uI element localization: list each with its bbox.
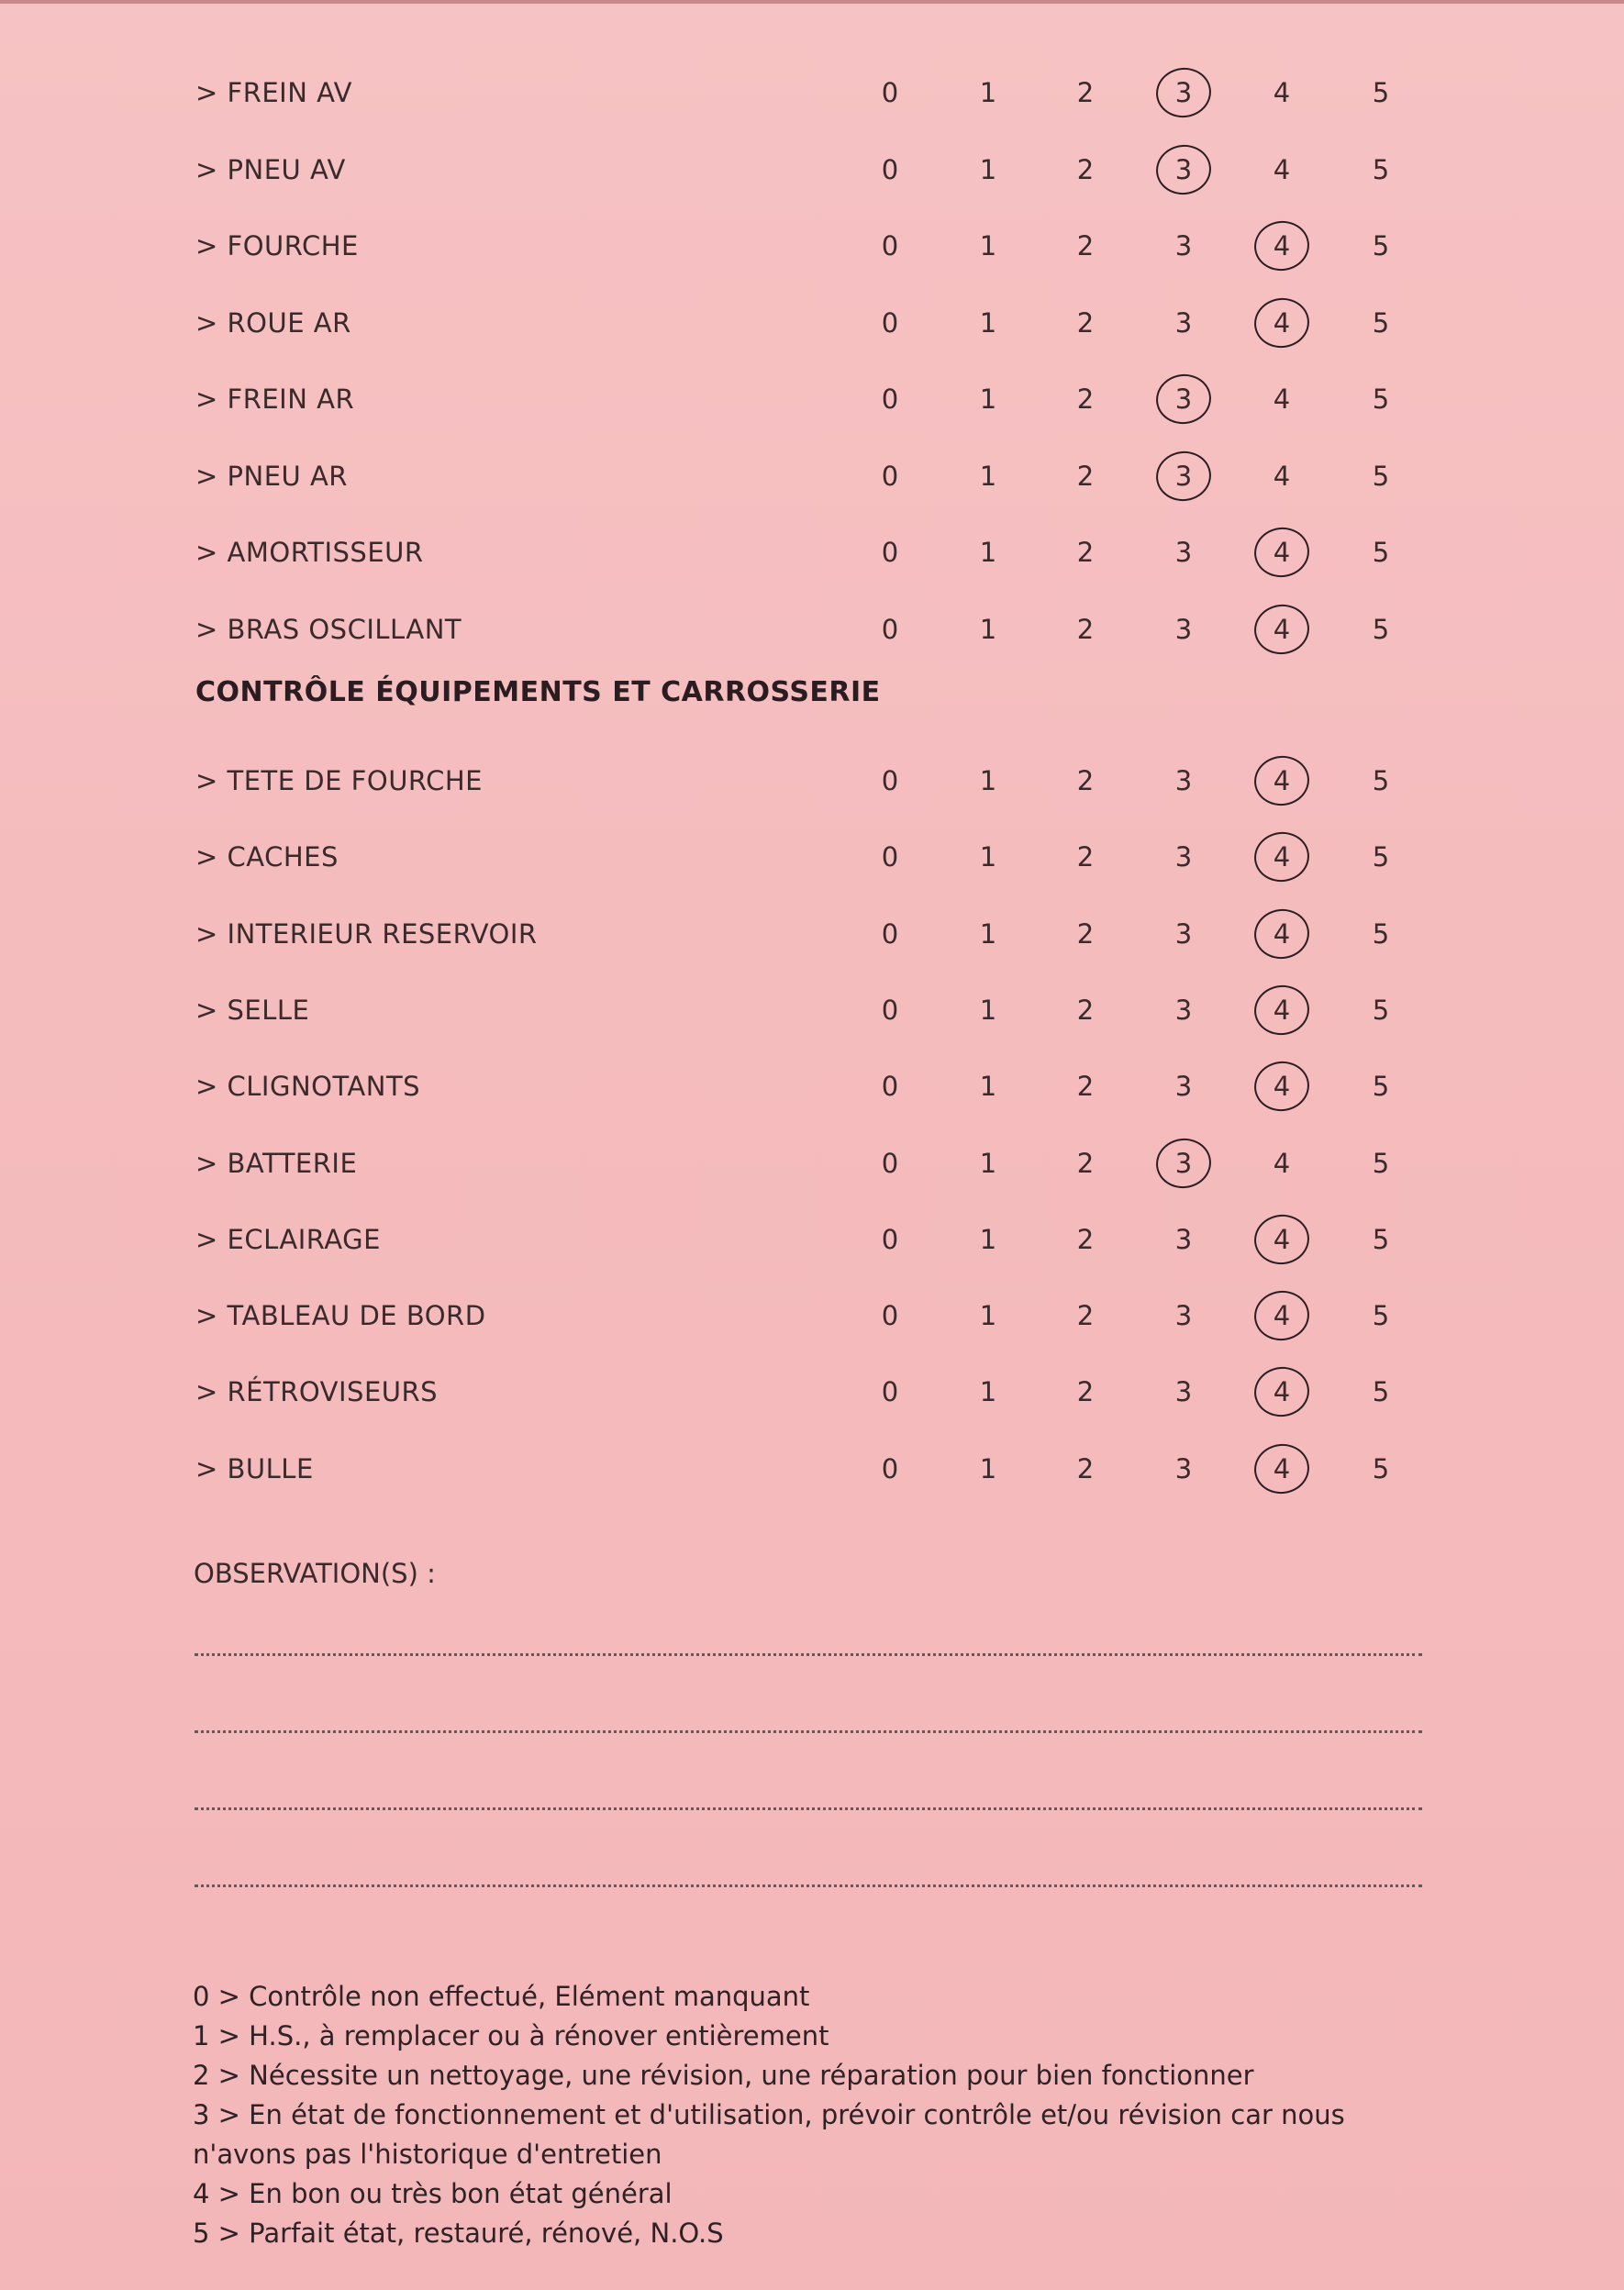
score-option-3[interactable]: 3: [1174, 306, 1193, 339]
score-option-1[interactable]: 1: [979, 613, 997, 645]
score-option-0[interactable]: 0: [881, 1376, 899, 1408]
legend-line: n'avons pas l'historique d'entretien: [193, 2139, 662, 2170]
score-option-3[interactable]: 3: [1174, 230, 1193, 261]
check-row: [0, 1060, 1624, 1115]
score-option-4[interactable]: 4: [1263, 841, 1300, 873]
score-option-3[interactable]: 3: [1174, 765, 1193, 796]
score-option-4[interactable]: 4: [1263, 1453, 1300, 1484]
score-option-5[interactable]: 5: [1372, 765, 1390, 796]
score-option-2[interactable]: 2: [1076, 1300, 1095, 1332]
score-option-5[interactable]: 5: [1372, 1223, 1390, 1255]
score-option-3[interactable]: 3: [1174, 613, 1193, 645]
score-option-1[interactable]: 1: [979, 230, 997, 261]
score-option-4[interactable]: 4: [1273, 153, 1291, 185]
score-option-5[interactable]: 5: [1372, 384, 1390, 415]
score-option-3[interactable]: 3: [1174, 841, 1193, 873]
score-option-1[interactable]: 1: [979, 994, 997, 1026]
check-row: [0, 1365, 1624, 1420]
check-row: [0, 1213, 1624, 1268]
score-option-2[interactable]: 2: [1076, 230, 1095, 261]
score-option-1[interactable]: 1: [979, 1452, 997, 1484]
score-option-2[interactable]: 2: [1076, 1147, 1095, 1179]
legend-line: 4 > En bon ou très bon état général: [193, 2178, 673, 2209]
check-row: [0, 1442, 1624, 1497]
check-row: [0, 907, 1624, 962]
check-item-label: > CACHES: [195, 841, 339, 873]
check-item-label: > PNEU AV: [195, 153, 346, 185]
score-option-1[interactable]: 1: [979, 1147, 997, 1179]
score-option-0[interactable]: 0: [881, 917, 899, 950]
rating-legend: [193, 1977, 1440, 2253]
score-option-3[interactable]: 3: [1165, 1148, 1202, 1179]
check-row: [0, 450, 1624, 505]
score-option-0[interactable]: 0: [881, 765, 899, 796]
score-option-2[interactable]: 2: [1076, 77, 1095, 108]
score-option-0[interactable]: 0: [881, 153, 899, 185]
check-item-label: > FREIN AV: [195, 77, 352, 108]
page-top-edge: [0, 0, 1624, 4]
score-option-1[interactable]: 1: [979, 765, 997, 796]
score-option-4[interactable]: 4: [1263, 1224, 1300, 1255]
score-option-1[interactable]: 1: [979, 153, 997, 185]
check-row: [0, 219, 1624, 274]
check-row: [0, 754, 1624, 809]
score-option-2[interactable]: 2: [1076, 306, 1095, 339]
score-option-2[interactable]: 2: [1076, 917, 1095, 950]
score-option-0[interactable]: 0: [881, 77, 899, 108]
score-option-2[interactable]: 2: [1076, 1223, 1095, 1255]
legend-line: 5 > Parfait état, restauré, rénové, N.O.S: [193, 2218, 724, 2249]
check-row: [0, 603, 1624, 658]
legend-line: 2 > Nécessite un nettoyage, une révision, une réparation pour bien fonctionner: [193, 2060, 1254, 2091]
score-option-0[interactable]: 0: [881, 306, 899, 339]
check-item-label: > RÉTROVISEURS: [195, 1376, 439, 1408]
legend-line: 1 > H.S., à remplacer ou à rénover entièrement: [193, 2020, 829, 2051]
score-option-5[interactable]: 5: [1372, 917, 1390, 950]
score-option-2[interactable]: 2: [1076, 153, 1095, 185]
check-item-label: > FOURCHE: [195, 230, 359, 261]
score-option-5[interactable]: 5: [1372, 230, 1390, 261]
score-option-0[interactable]: 0: [881, 384, 899, 415]
score-option-0[interactable]: 0: [881, 460, 899, 492]
check-row: [0, 66, 1624, 121]
score-option-5[interactable]: 5: [1372, 537, 1390, 568]
score-option-3[interactable]: 3: [1174, 537, 1193, 568]
score-option-1[interactable]: 1: [979, 841, 997, 873]
legend-line: 0 > Contrôle non effectué, Elément manquant: [193, 1981, 810, 2012]
score-option-2[interactable]: 2: [1076, 994, 1095, 1026]
check-item-label: > TABLEAU DE BORD: [195, 1300, 486, 1332]
score-option-4[interactable]: 4: [1263, 537, 1300, 568]
score-option-0[interactable]: 0: [881, 1147, 899, 1179]
score-option-2[interactable]: 2: [1076, 384, 1095, 415]
score-option-5[interactable]: 5: [1372, 1300, 1390, 1332]
score-option-2[interactable]: 2: [1076, 537, 1095, 568]
score-option-0[interactable]: 0: [881, 230, 899, 261]
score-option-1[interactable]: 1: [979, 1300, 997, 1332]
check-item-label: > PNEU AR: [195, 460, 348, 492]
score-option-2[interactable]: 2: [1076, 1452, 1095, 1484]
score-option-4[interactable]: 4: [1263, 918, 1300, 950]
check-row: [0, 984, 1624, 1039]
score-option-0[interactable]: 0: [881, 537, 899, 568]
check-row: [0, 1289, 1624, 1344]
check-item-label: > FREIN AR: [195, 384, 355, 415]
score-option-3[interactable]: 3: [1174, 1452, 1193, 1484]
score-option-4[interactable]: 4: [1263, 307, 1300, 339]
check-item-label: > TETE DE FOURCHE: [195, 765, 483, 796]
score-option-4[interactable]: 4: [1263, 1376, 1300, 1407]
score-option-2[interactable]: 2: [1076, 765, 1095, 796]
score-option-1[interactable]: 1: [979, 77, 997, 108]
score-option-1[interactable]: 1: [979, 917, 997, 950]
check-item-label: > ECLAIRAGE: [195, 1223, 381, 1255]
score-option-4[interactable]: 4: [1263, 230, 1300, 261]
score-option-4[interactable]: 4: [1273, 384, 1291, 415]
score-option-3[interactable]: 3: [1174, 1071, 1193, 1103]
score-option-1[interactable]: 1: [979, 537, 997, 568]
score-option-2[interactable]: 2: [1076, 1071, 1095, 1103]
observation-line-4[interactable]: [195, 1884, 1422, 1887]
score-option-3[interactable]: 3: [1174, 917, 1193, 950]
score-option-3[interactable]: 3: [1165, 384, 1202, 415]
observation-line-2[interactable]: [195, 1730, 1422, 1733]
score-option-3[interactable]: 3: [1174, 1376, 1193, 1408]
score-option-4[interactable]: 4: [1273, 460, 1291, 492]
score-option-3[interactable]: 3: [1174, 1223, 1193, 1255]
score-option-5[interactable]: 5: [1372, 613, 1390, 645]
observation-line-1[interactable]: [195, 1653, 1422, 1656]
check-row: [0, 1137, 1624, 1192]
check-row: [0, 830, 1624, 885]
check-item-label: > BATTERIE: [195, 1147, 358, 1179]
score-option-5[interactable]: 5: [1372, 153, 1390, 185]
score-option-4[interactable]: 4: [1273, 77, 1291, 108]
score-option-5[interactable]: 5: [1372, 460, 1390, 492]
score-option-2[interactable]: 2: [1076, 460, 1095, 492]
score-option-2[interactable]: 2: [1076, 1376, 1095, 1408]
check-row: [0, 296, 1624, 351]
check-item-label: > AMORTISSEUR: [195, 537, 424, 568]
score-option-5[interactable]: 5: [1372, 1376, 1390, 1408]
score-option-4[interactable]: 4: [1263, 995, 1300, 1026]
score-option-5[interactable]: 5: [1372, 77, 1390, 108]
score-option-3[interactable]: 3: [1174, 1300, 1193, 1332]
score-option-2[interactable]: 2: [1076, 841, 1095, 873]
score-option-4[interactable]: 4: [1263, 765, 1300, 796]
check-item-label: > ROUE AR: [195, 306, 351, 339]
score-option-1[interactable]: 1: [979, 384, 997, 415]
score-option-4[interactable]: 4: [1273, 1147, 1291, 1179]
score-option-0[interactable]: 0: [881, 994, 899, 1026]
score-option-1[interactable]: 1: [979, 1223, 997, 1255]
score-option-0[interactable]: 0: [881, 1223, 899, 1255]
observation-line-3[interactable]: [195, 1807, 1422, 1810]
score-option-3[interactable]: 3: [1165, 461, 1202, 492]
check-item-label: > INTERIEUR RESERVOIR: [195, 917, 538, 950]
check-row: [0, 143, 1624, 198]
score-option-1[interactable]: 1: [979, 460, 997, 492]
score-option-0[interactable]: 0: [881, 613, 899, 645]
check-row: [0, 526, 1624, 581]
score-option-1[interactable]: 1: [979, 306, 997, 339]
score-option-5[interactable]: 5: [1372, 1071, 1390, 1103]
score-option-0[interactable]: 0: [881, 841, 899, 873]
score-option-1[interactable]: 1: [979, 1071, 997, 1103]
score-option-3[interactable]: 3: [1165, 77, 1202, 108]
check-item-label: > BULLE: [195, 1452, 314, 1484]
observations-title: OBSERVATION(S) :: [194, 1558, 436, 1589]
score-option-5[interactable]: 5: [1372, 994, 1390, 1026]
score-option-4[interactable]: 4: [1263, 1071, 1300, 1102]
score-option-4[interactable]: 4: [1263, 1300, 1300, 1331]
score-option-0[interactable]: 0: [881, 1071, 899, 1103]
score-option-5[interactable]: 5: [1372, 306, 1390, 339]
check-item-label: > CLIGNOTANTS: [195, 1071, 421, 1103]
check-item-label: > SELLE: [195, 994, 310, 1026]
check-row: [0, 372, 1624, 428]
score-option-0[interactable]: 0: [881, 1452, 899, 1484]
score-option-1[interactable]: 1: [979, 1376, 997, 1408]
score-option-5[interactable]: 5: [1372, 841, 1390, 873]
score-option-2[interactable]: 2: [1076, 613, 1095, 645]
score-option-3[interactable]: 3: [1165, 154, 1202, 185]
section-title-equipment: CONTRÔLE ÉQUIPEMENTS ET CARROSSERIE: [195, 676, 881, 708]
score-option-5[interactable]: 5: [1372, 1452, 1390, 1484]
score-option-5[interactable]: 5: [1372, 1147, 1390, 1179]
legend-line: 3 > En état de fonctionnement et d'utilisation, prévoir contrôle et/ou révision car nous: [193, 2099, 1345, 2130]
check-item-label: > BRAS OSCILLANT: [195, 613, 462, 645]
score-option-0[interactable]: 0: [881, 1300, 899, 1332]
score-option-4[interactable]: 4: [1263, 614, 1300, 645]
score-option-3[interactable]: 3: [1174, 994, 1193, 1026]
